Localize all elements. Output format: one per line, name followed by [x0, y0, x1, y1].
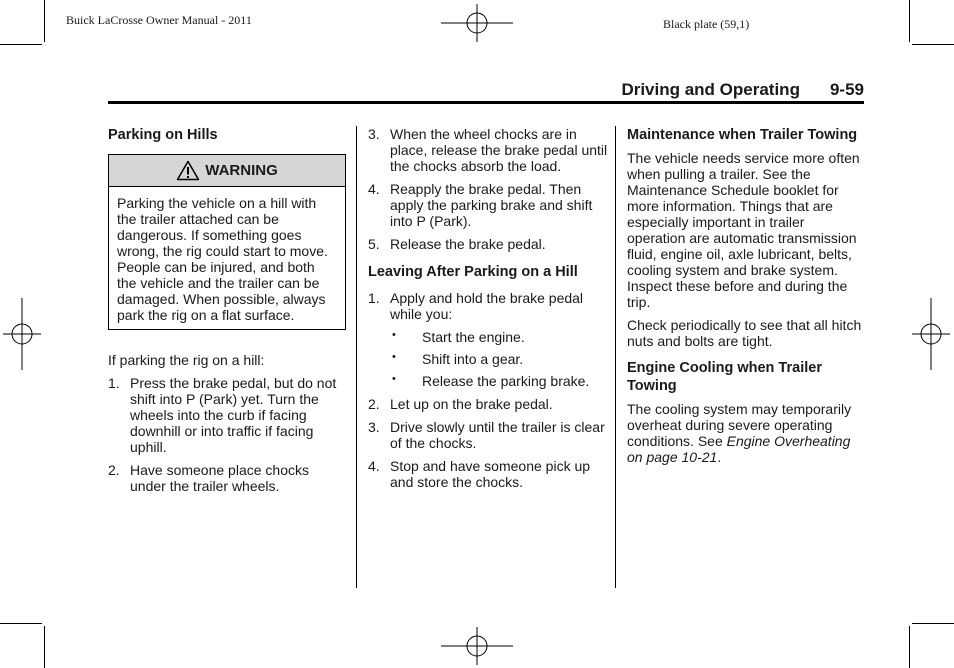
crop-mark-top-left-v — [44, 0, 45, 42]
bullet-icon: • — [392, 329, 396, 341]
list-item: 1. Apply and hold the brake pedal while you: • Start the engine. • Shift into a gear. • Release the parking brake. — [368, 290, 608, 389]
parking-steps-list — [108, 375, 346, 494]
list-item: 4. Stop and have someone pick up and store the chocks. — [368, 458, 591, 490]
warning-label: WARNING — [205, 161, 278, 179]
section-title: Driving and Operating — [621, 80, 800, 99]
maintenance-heading: Maintenance when Trailer Towing — [627, 127, 858, 143]
list-item: • Shift into a gear. — [392, 351, 524, 367]
warning-text: Parking the vehicle on a hill with the trailer attached can be dangerous. If something goes wrong, the rig could start to move. People can be injured, and both the vehicle and the trailer can be damaged. When possible, always park the rig on a flat surface. — [117, 195, 328, 323]
column-1 — [108, 126, 346, 501]
leaving-steps-list — [368, 290, 608, 490]
bullet-icon: • — [392, 373, 396, 385]
crop-mark-top-right-h — [912, 44, 954, 45]
header-rule — [108, 101, 864, 104]
registration-mark-top-icon — [441, 4, 513, 42]
leaving-bullets — [390, 329, 608, 389]
list-item: 1. Press the brake pedal, but do not shift into P (Park) yet. Turn the wheels into the curb if facing downhill or into traffic if facing uphill. — [108, 375, 337, 455]
warning-triangle-icon — [176, 160, 200, 181]
page-number: 9-59 — [829, 80, 864, 99]
parking-on-hills-heading: Parking on Hills — [108, 127, 218, 143]
crop-mark-top-left-h — [0, 44, 42, 45]
list-item: 2. Let up on the brake pedal. — [368, 396, 553, 412]
cooling-heading: Engine Cooling when Trailer Towing — [627, 360, 822, 394]
parking-intro: If parking the rig on a hill: — [108, 352, 265, 368]
warning-header — [109, 155, 345, 187]
crop-mark-bottom-right-h — [912, 623, 954, 624]
list-item: 2. Have someone place chocks under the trailer wheels. — [108, 462, 309, 494]
leaving-heading: Leaving After Parking on a Hill — [368, 264, 578, 280]
crop-mark-top-right-v — [909, 0, 910, 42]
engine-overheating-reference-link[interactable]: Engine Overheating on page 10-21 — [627, 433, 851, 465]
plate-label: Black plate (59,1) — [663, 17, 750, 31]
crop-mark-bottom-left-v — [44, 626, 45, 668]
manual-title: Buick LaCrosse Owner Manual - 2011 — [66, 13, 252, 27]
warning-box — [108, 154, 346, 330]
list-item: 4. Reapply the brake pedal. Then apply the parking brake and shift into P (Park). — [368, 181, 593, 229]
registration-mark-left-icon — [3, 298, 41, 370]
column-divider-2 — [615, 126, 616, 588]
parking-steps-continued-list — [368, 126, 608, 252]
list-item: 3. When the wheel chocks are in place, release the brake pedal until the chocks absorb the load. — [368, 126, 608, 174]
registration-mark-right-icon — [912, 298, 950, 370]
maintenance-paragraph: The vehicle needs service more often when pulling a trailer. See the Maintenance Schedule booklet for more information. Things that are especially important in trailer operation are automatic transmission fluid, engine oil, axle lubricant, belts, cooling system and brake system. Inspect these before and during the trip. — [627, 150, 860, 310]
column-divider-1 — [356, 126, 357, 588]
list-item: • Release the parking brake. — [392, 373, 590, 389]
registration-mark-bottom-icon — [441, 627, 513, 665]
crop-mark-bottom-left-h — [0, 623, 42, 624]
section-header — [560, 80, 864, 100]
list-item: • Start the engine. — [392, 329, 525, 345]
crop-mark-bottom-right-v — [909, 626, 910, 668]
list-item: 5. Release the brake pedal. — [368, 236, 546, 252]
maintenance-check-paragraph: Check periodically to see that all hitch nuts and bolts are tight. — [627, 317, 862, 349]
column-2 — [368, 126, 608, 497]
warning-body — [109, 187, 345, 329]
list-item: 3. Drive slowly until the trailer is clear of the chocks. — [368, 419, 605, 451]
cooling-paragraph: The cooling system may temporarily overheat during severe operating conditions. See Engine Overheating on page 10-21. — [627, 401, 852, 465]
column-3 — [627, 126, 865, 472]
bullet-icon: • — [392, 351, 396, 363]
